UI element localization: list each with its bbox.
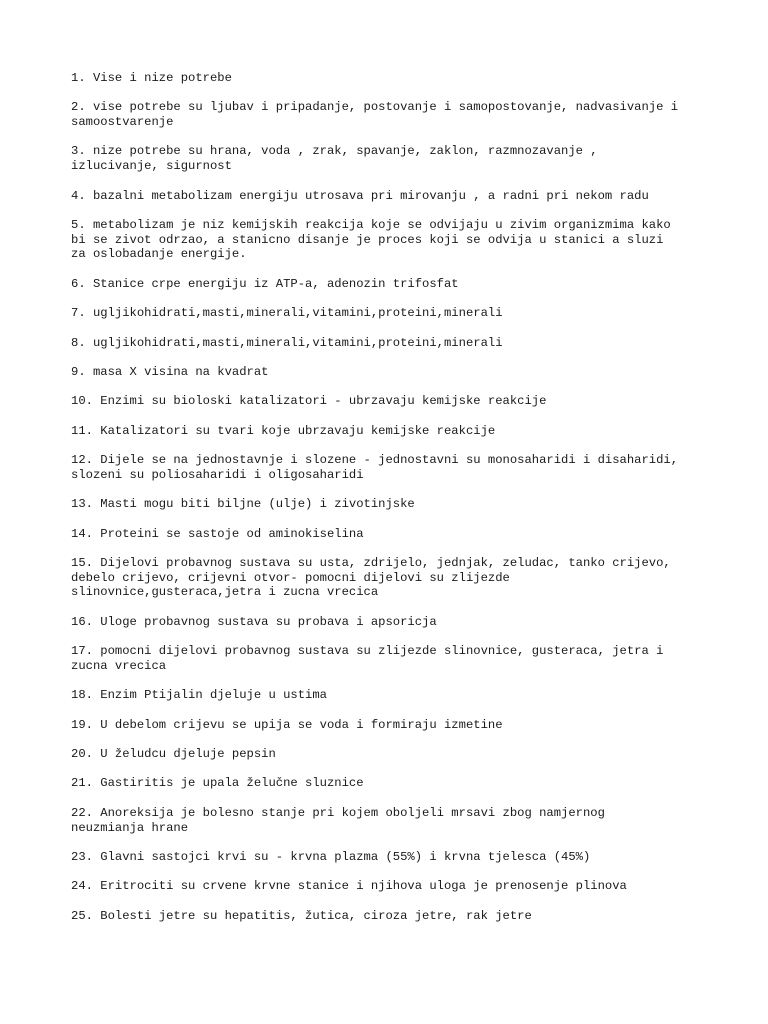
answer-paragraph [71, 747, 711, 762]
answer-paragraph [71, 688, 711, 703]
answer-paragraph [71, 189, 711, 204]
answer-paragraph [71, 71, 711, 86]
text-line: 16. Uloge probavnog sustava su probava i apsoricja [71, 614, 437, 629]
text-line: neuzmianja hrane [71, 820, 189, 835]
text-line: samoostvarenje [71, 115, 174, 130]
text-line: 15. Dijelovi probavnog sustava su usta, zdrijelo, jednjak, zeludac, tanko crijevo, [71, 555, 671, 570]
text-line: 1. Vise i nize potrebe [71, 71, 232, 85]
answer-paragraph [71, 218, 711, 262]
text-line: 17. pomocni dijelovi probavnog sustava su zlijezde slinovnice, gusteraca, jetra i [71, 644, 664, 659]
answer-paragraph [71, 365, 711, 380]
text-line: 3. nize potrebe su hrana, voda , zrak, spavanje, zaklon, razmnozavanje , [71, 144, 598, 159]
text-line: 5. metabolizam je niz kemijskih reakcija koje se odvijaju u zivim organizmima kako [71, 217, 671, 232]
text-line: 11. Katalizatori su tvari koje ubrzavaju kemijske reakcije [71, 423, 496, 438]
answer-paragraph [71, 644, 711, 673]
answer-paragraph [71, 879, 711, 894]
text-line: 18. Enzim Ptijalin djeluje u ustima [71, 688, 327, 703]
answer-paragraph [71, 776, 711, 791]
text-line: bi se zivot odrzao, a stanicno disanje je proces koji se odvija u stanici a sluzi [71, 232, 664, 247]
text-line: 12. Dijele se na jednostavnje i slozene - jednostavni su monosaharidi i disaharidi, [71, 453, 679, 468]
answer-paragraph [71, 306, 711, 321]
text-line: 8. ugljikohidrati,masti,minerali,vitamini,proteini,minerali [71, 335, 503, 350]
document-page [71, 71, 711, 938]
answer-paragraph [71, 806, 711, 835]
text-line: slozeni su poliosaharidi i oligosaharidi [71, 467, 364, 482]
answer-paragraph [71, 615, 711, 630]
answer-paragraph [71, 718, 711, 733]
text-line: zucna vrecica [71, 658, 167, 673]
text-line: izlucivanje, sigurnost [71, 159, 232, 174]
text-line: 22. Anoreksija je bolesno stanje pri kojem oboljeli mrsavi zbog namjernog [71, 805, 605, 820]
text-line: 20. U želudcu djeluje pepsin [71, 747, 276, 762]
answer-paragraph [71, 527, 711, 542]
answer-paragraph [71, 424, 711, 439]
answer-paragraph [71, 277, 711, 292]
text-line: 10. Enzimi su bioloski katalizatori - ubrzavaju kemijske reakcije [71, 394, 547, 409]
text-line: 23. Glavni sastojci krvi su - krvna plazma (55%) i krvna tjelesca (45%) [71, 849, 591, 864]
answer-paragraph [71, 336, 711, 351]
text-line: 14. Proteini se sastoje od aminokiselina [71, 526, 364, 541]
text-line: 4. bazalni metabolizam energiju utrosava pri mirovanju , a radni pri nekom radu [71, 188, 649, 203]
text-line: za oslobadanje energije. [71, 247, 247, 262]
text-line: 7. ugljikohidrati,masti,minerali,vitamini,proteini,minerali [71, 306, 503, 321]
text-line: 13. Masti mogu biti biljne (ulje) i zivotinjske [71, 497, 415, 512]
answer-paragraph [71, 556, 711, 600]
answer-paragraph [71, 909, 711, 924]
text-line: 21. Gastiritis je upala želučne sluznice [71, 776, 364, 791]
answer-paragraph [71, 497, 711, 512]
text-line: debelo crijevo, crijevni otvor- pomocni dijelovi su zlijezde [71, 570, 510, 585]
answer-paragraph [71, 453, 711, 482]
text-line: 6. Stanice crpe energiju iz ATP-a, adenozin trifosfat [71, 276, 459, 291]
text-line: 19. U debelom crijevu se upija se voda i formiraju izmetine [71, 717, 503, 732]
text-line: 25. Bolesti jetre su hepatitis, žutica, ciroza jetre, rak jetre [71, 908, 532, 923]
answer-paragraph [71, 394, 711, 409]
text-line: 24. Eritrociti su crvene krvne stanice i njihova uloga je prenosenje plinova [71, 879, 627, 894]
text-line: 9. masa X visina na kvadrat [71, 364, 269, 379]
answer-paragraph [71, 850, 711, 865]
answer-paragraph [71, 144, 711, 173]
answer-paragraph [71, 100, 711, 129]
text-line: slinovnice,gusteraca,jetra i zucna vrecica [71, 585, 379, 600]
text-line: 2. vise potrebe su ljubav i pripadanje, postovanje i samopostovanje, nadvasivanje i [71, 100, 679, 115]
